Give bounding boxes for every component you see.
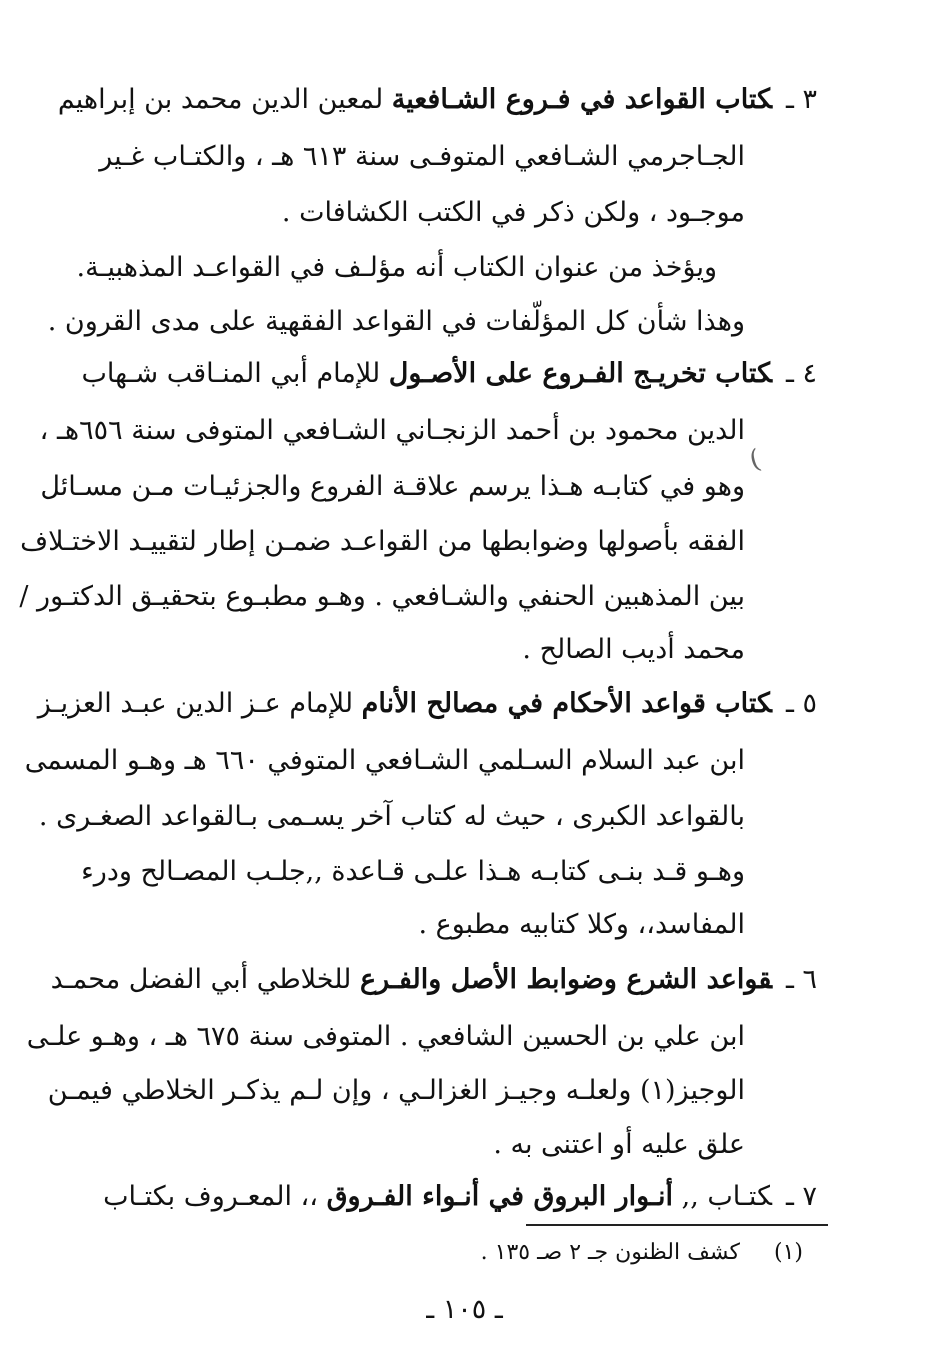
text-line xyxy=(37,684,817,724)
item-number: ٦ ـ xyxy=(785,964,817,995)
text-line: الدين محمود بن أحمد الزنجـاني الشـافعي المتوفى سنة ٦٥٦هـ ، xyxy=(39,415,745,446)
text-line: ويؤخذ من عنوان الكتاب أنه مؤلـف في القواعـد المذهبيـة. xyxy=(76,252,717,283)
text-line: المفاسد،، وكلا كتابيه مطبوع . xyxy=(418,909,745,940)
book-title: قواعد الشرع وضوابط الأصل والفـرع xyxy=(359,964,772,995)
text-line xyxy=(105,1177,817,1217)
text-line xyxy=(81,354,817,394)
book-title: أنـوار البروق في أنـواء الفـروق xyxy=(326,1181,674,1212)
text-line: ابن عبد السلام السـلمي الشـافعي المتوفي ٦٦٠ هـ وهـو المسمى xyxy=(24,745,745,776)
item-number: ٧ ـ xyxy=(785,1181,817,1212)
page-number: ـ ١٠٥ ـ xyxy=(426,1294,503,1325)
margin-mark: ( xyxy=(746,444,764,476)
text-line: وهـو قـد بنـى كتابـه هـذا علـى قـاعدة ,,جلـب المصـالح ودرء xyxy=(81,856,745,887)
item-number: ٤ ـ xyxy=(785,358,817,389)
line-text: ،، المعـروف بكتـاب xyxy=(103,1181,327,1212)
book-title: كتاب تخريـج الفـروع على الأصـول xyxy=(388,358,772,389)
book-title: كتاب قواعد الأحكام في مصالح الأنام xyxy=(361,688,772,719)
footnote xyxy=(481,1236,803,1270)
text-line xyxy=(50,960,817,1000)
item-number: ٣ ـ xyxy=(785,84,817,115)
text-line: بين المذهبين الحنفي والشـافعي . وهـو مطبـوع بتحقيـق الدكتـور / xyxy=(19,581,745,612)
line-text: للخلاطي أبي الفضل محمـد xyxy=(50,964,360,995)
footnote-number: (١) xyxy=(773,1240,803,1265)
text-line xyxy=(57,80,817,120)
line-text: لمعين الدين محمد بن إبراهيم xyxy=(57,84,392,115)
footnote-text: كشف الظنون جـ ٢ صـ ١٣٥ . xyxy=(480,1240,740,1265)
line-text: للإمام أبي المنـاقب شـهاب xyxy=(81,358,389,389)
item-number: ٥ ـ xyxy=(785,688,817,719)
text-line: الفقه بأصولها وضوابطها من القواعـد ضمـن إطار لتقييـد الاختـلاف xyxy=(20,526,745,557)
text-line: موجـود ، ولكن ذكر في الكتب الكشافات . xyxy=(281,197,745,228)
book-title: كتاب القواعد في فـروع الشـافعية xyxy=(391,84,772,115)
footnote-separator xyxy=(526,1224,828,1226)
text-line: محمد أديب الصالح . xyxy=(522,634,745,665)
text-line: ابن علي بن الحسين الشافعي . المتوفى سنة ٦٧٥ هـ ، وهـو علـى xyxy=(26,1021,745,1052)
line-text: للإمام عـز الدين عبـد العزيـز xyxy=(37,688,362,719)
line-text: كتـاب ,, xyxy=(673,1181,772,1212)
text-line: الجـاجرمي الشـافعي المتوفـى سنة ٦١٣ هـ ، والكتـاب غـير xyxy=(99,141,745,172)
text-line: وهو في كتابـه هـذا يرسم علاقـة الفروع والجزئيـات مـن مسـائل xyxy=(40,471,745,502)
text-line: علق عليه أو اعتنى به . xyxy=(493,1129,745,1160)
text-line: بالقواعد الكبرى ، حيث له كتاب آخر يسـمى بـالقواعد الصغـرى . xyxy=(38,801,745,832)
text-line: وهذا شأن كل المؤلّفات في القواعد الفقهية على مدى القرون . xyxy=(47,306,745,337)
text-line: الوجيز(١) ولعلـه وجيـز الغزالـي ، وإن لـم يذكـر الخلاطي فيمـن xyxy=(47,1075,745,1106)
